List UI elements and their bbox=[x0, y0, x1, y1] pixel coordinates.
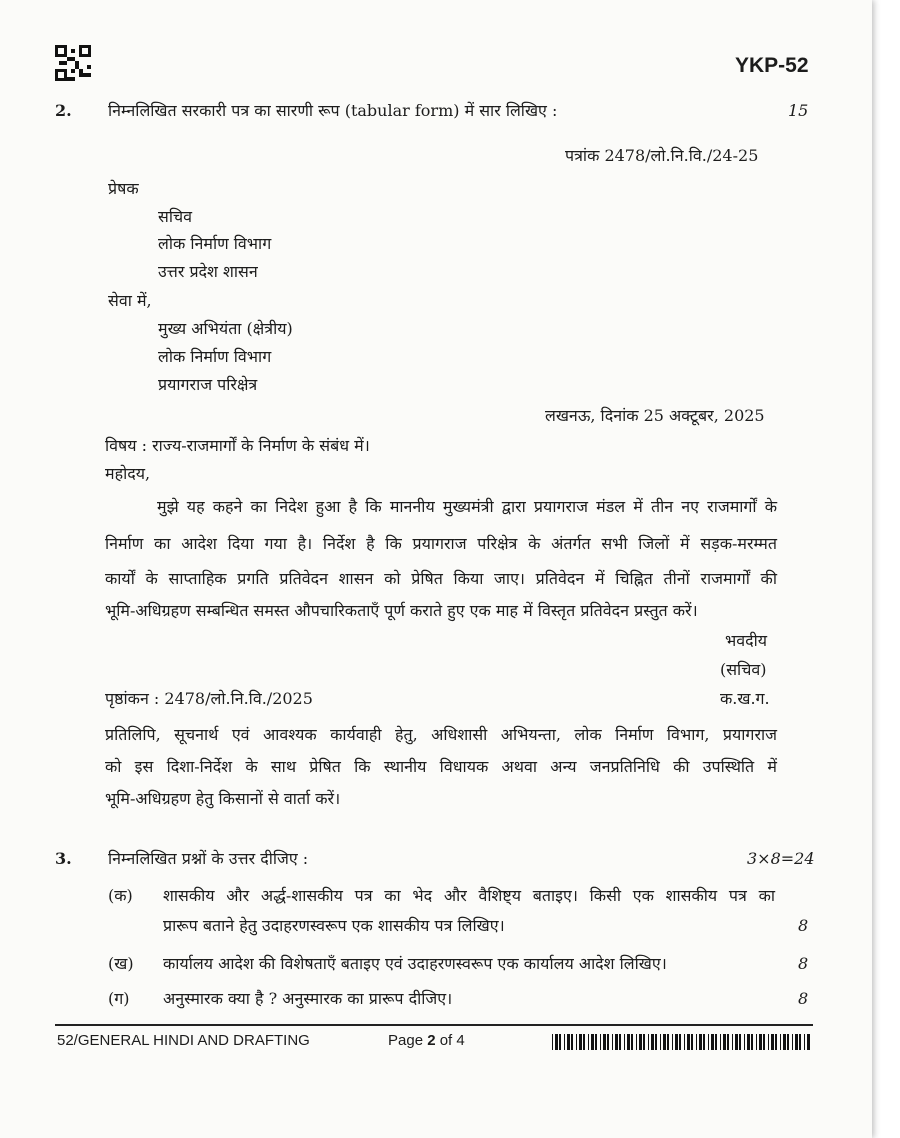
page-total: 4 bbox=[456, 1032, 465, 1049]
paper-title: 52/GENERAL HINDI AND DRAFTING bbox=[57, 1032, 310, 1049]
part-text-line: शासकीय और अर्द्ध-शासकीय पत्र का भेद और वैशिष्ट्य बताइए। किसी एक शासकीय पत्र का bbox=[163, 886, 775, 905]
paper-code: YKP-52 bbox=[735, 54, 809, 77]
part-label: (ग) bbox=[108, 989, 130, 1008]
copy-line: को इस दिशा-निर्देश के साथ प्रेषित कि स्थानीय विधायक अथवा अन्य जनप्रतिनिधि की उपस्थिति में bbox=[105, 757, 777, 776]
sender-label: प्रेषक bbox=[108, 179, 139, 198]
question-number: 3. bbox=[55, 849, 72, 868]
footer-divider bbox=[55, 1024, 813, 1026]
sender-line: लोक निर्माण विभाग bbox=[158, 234, 272, 253]
page-mid: of bbox=[435, 1032, 457, 1049]
sender-line: सचिव bbox=[158, 207, 193, 226]
part-marks: 8 bbox=[798, 954, 809, 973]
question-text: निम्नलिखित सरकारी पत्र का सारणी रूप (tabular form) में सार लिखिए : bbox=[108, 101, 558, 120]
letter-subject: विषय : राज्य-राजमार्गों के निर्माण के संबंध में। bbox=[105, 436, 370, 455]
question-number: 2. bbox=[55, 101, 72, 120]
copy-line: प्रतिलिपि, सूचनार्थ एवं आवश्यक कार्यवाही हेतु, अधिशासी अभियन्ता, लोक निर्माण विभाग, प्रयागराज bbox=[105, 725, 777, 744]
signatory-initials: क.ख.ग. bbox=[720, 689, 770, 708]
part-label: (क) bbox=[108, 886, 133, 905]
part-text-line: कार्यालय आदेश की विशेषताएँ बताइए एवं उदाहरणस्वरूप एक कार्यालय आदेश लिखिए। bbox=[163, 954, 667, 973]
barcode-icon bbox=[552, 1034, 812, 1050]
letter-body-line: कार्यों के साप्ताहिक प्रगति प्रतिवेदन शासन को प्रेषित किया जाए। प्रतिवेदन में चिह्नित तीनों राजमार्गों की bbox=[105, 569, 777, 588]
page-prefix: Page bbox=[388, 1032, 428, 1049]
copy-line: भूमि-अधिग्रहण हेतु किसानों से वार्ता करें। bbox=[105, 789, 341, 808]
letter-body-line: निर्माण का आदेश दिया गया है। निर्देश है कि प्रयागराज परिक्षेत्र के अंतर्गत सभी जिलों में सड़क-मरम्मत bbox=[105, 534, 777, 553]
part-text-line: अनुस्मारक क्या है ? अनुस्मारक का प्रारूप दीजिए। bbox=[163, 989, 453, 1008]
part-marks: 8 bbox=[798, 989, 809, 1008]
recipient-label: सेवा में, bbox=[108, 291, 152, 310]
letter-ref-number: पत्रांक 2478/लो.नि.वि./24-25 bbox=[565, 146, 759, 165]
place-date: लखनऊ, दिनांक 25 अक्टूबर, 2025 bbox=[545, 406, 765, 425]
part-text-line: प्रारूप बताने हेतु उदाहरणस्वरूप एक शासकीय पत्र लिखिए। bbox=[163, 916, 505, 935]
letter-body-line: मुझे यह कहने का निदेश हुआ है कि माननीय मुख्यमंत्री द्वारा प्रयागराज मंडल में तीन नए राजमार्गों के bbox=[157, 497, 777, 516]
letter-signatory: (सचिव) bbox=[720, 660, 767, 679]
sender-line: उत्तर प्रदेश शासन bbox=[158, 262, 258, 281]
letter-body-line: भूमि-अधिग्रहण सम्बन्धित समस्त औपचारिकताएँ पूर्ण कराते हुए एक माह में विस्तृत प्रतिवेदन प्रस्तुत करें। bbox=[105, 601, 698, 620]
qr-code-icon bbox=[55, 45, 91, 81]
part-marks: 8 bbox=[798, 916, 809, 935]
question-text: निम्नलिखित प्रश्नों के उत्तर दीजिए : bbox=[108, 849, 309, 868]
endorsement-number: पृष्ठांकन : 2478/लो.नि.वि./2025 bbox=[105, 689, 313, 708]
part-label: (ख) bbox=[108, 954, 134, 973]
page-indicator bbox=[388, 1032, 465, 1049]
letter-closing: भवदीय bbox=[725, 631, 768, 650]
recipient-line: मुख्य अभियंता (क्षेत्रीय) bbox=[158, 319, 293, 338]
question-marks: 3×8=24 bbox=[747, 849, 815, 868]
recipient-line: प्रयागराज परिक्षेत्र bbox=[158, 375, 258, 394]
page-current: 2 bbox=[427, 1032, 436, 1049]
recipient-line: लोक निर्माण विभाग bbox=[158, 347, 272, 366]
salutation: महोदय, bbox=[105, 464, 151, 483]
question-marks: 15 bbox=[788, 101, 809, 120]
